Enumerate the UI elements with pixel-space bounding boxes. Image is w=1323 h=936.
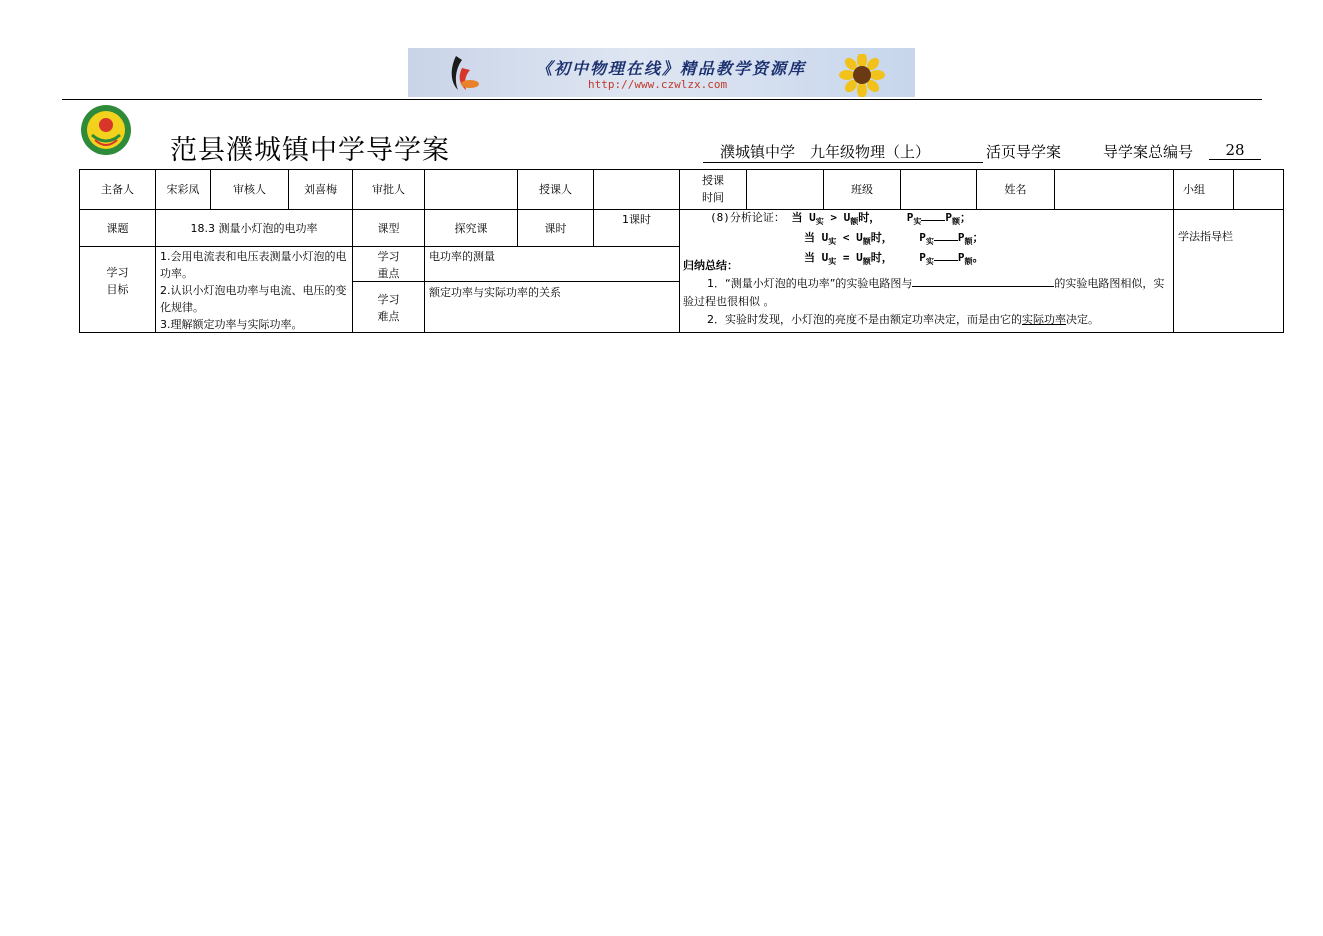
key-point-value: 电功率的测量 (429, 250, 495, 263)
sunflower-icon (832, 54, 892, 97)
period-label: 课时 (544, 222, 567, 235)
goals-list (160, 248, 350, 333)
summary-section (683, 257, 1171, 329)
analysis-p: P (945, 211, 952, 224)
summary-answer: 实际功率 (1022, 313, 1066, 326)
summary-item-1 (683, 275, 1171, 311)
preparer-label: 主备人 (101, 183, 134, 196)
analysis-sub: 实 (815, 217, 824, 227)
table-border (79, 169, 1284, 170)
key-point-label-line2: 重点 (377, 267, 400, 280)
course-header (703, 141, 1261, 161)
analysis-p: P (957, 251, 965, 265)
class-time-label-line1: 授课 (702, 174, 724, 187)
preparer-value: 宋彩凤 (166, 183, 200, 196)
reviewer-label: 审核人 (233, 183, 266, 196)
analysis-u: U (856, 231, 863, 245)
serial-label: 导学案总编号 (1103, 143, 1194, 161)
banner-title: 《初中物理在线》精品教学资源库 (536, 59, 807, 78)
difficult-point-value: 额定功率与实际功率的关系 (429, 286, 561, 299)
analysis-operator: = (842, 251, 850, 265)
school-emblem-icon (80, 103, 132, 157)
analysis-operator: < (842, 231, 850, 245)
analysis-time-word: 时， (870, 251, 893, 265)
table-border (1233, 169, 1234, 209)
analysis-sub: 实 (828, 257, 837, 267)
analysis-sub: 实 (913, 217, 922, 227)
banner-url: http://www.czwlzx.com (588, 78, 728, 91)
summary-title: 归纳总结： (683, 259, 738, 272)
key-point-label (353, 248, 424, 282)
analysis-when: 当 (804, 251, 815, 265)
analysis-end: ； (972, 231, 984, 245)
table-border (1283, 169, 1284, 333)
topic-label: 课题 (106, 222, 129, 235)
student-name-label: 姓名 (1004, 183, 1027, 196)
difficult-point-label (353, 291, 424, 325)
analysis-sub: 额 (862, 237, 871, 247)
table-border (1054, 169, 1055, 209)
analysis-sub: 实 (925, 257, 934, 267)
analysis-sub: 额 (862, 257, 871, 267)
summary-item-2 (683, 311, 1171, 329)
difficult-point-label-line2: 难点 (377, 310, 400, 323)
class-time-label (680, 172, 746, 206)
analysis-time-word: 时， (870, 231, 893, 245)
analysis-u: U (821, 231, 829, 245)
analysis-p: P (906, 211, 914, 224)
analysis-row (710, 230, 1040, 250)
summary-text: 的实验电路图相似，实验过程也很相似 。 (683, 277, 1165, 308)
banner-logo-icon (446, 54, 480, 92)
page-type: 活页导学案 (986, 143, 1062, 161)
period-value: 1课时 (622, 213, 651, 226)
analysis-u: U (821, 251, 829, 265)
analysis-sub: 额 (850, 217, 859, 227)
analysis-p: P (919, 231, 926, 245)
table-border (593, 169, 594, 246)
header-rule (62, 99, 1262, 100)
summary-text: 决定。 (1066, 313, 1099, 326)
goal-item: 2.认识小灯泡电功率与电流、电压的变化规律。 (160, 284, 347, 314)
difficult-point-label-line1: 学习 (377, 293, 400, 306)
header-banner (408, 48, 915, 97)
analysis-end: ； (960, 211, 971, 224)
analysis-time-word: 时， (858, 211, 881, 224)
analysis-sub: 额 (964, 237, 973, 247)
analysis-sub: 实 (828, 237, 837, 247)
goals-label-line2: 目标 (106, 283, 129, 296)
analysis-u: U (856, 251, 863, 265)
topic-value: 18.3 测量小灯泡的电功率 (190, 222, 318, 235)
lesson-type-label: 课型 (377, 222, 400, 235)
class-label: 班级 (851, 183, 873, 196)
analysis-sub: 额 (952, 217, 960, 227)
summary-text: 2．实验时发现，小灯泡的亮度不是由额定功率决定，而是由它的 (707, 313, 1022, 326)
analysis-p: P (919, 251, 926, 265)
analysis-row (710, 210, 1040, 230)
goal-item: 3.理解额定功率与实际功率。 (160, 318, 303, 331)
teacher-label: 授课人 (539, 183, 572, 196)
school-course: 濮城镇中学 九年级物理（上） (703, 141, 983, 163)
analysis-sub: 额 (964, 257, 973, 267)
goals-label-line1: 学习 (106, 266, 129, 279)
goal-item: 1.会用电流表和电压表测量小灯泡的电功率。 (160, 250, 347, 280)
reviewer-value: 刘喜梅 (304, 183, 337, 196)
study-guide-label: 学法指导栏 (1178, 230, 1233, 243)
answer-blank[interactable] (934, 232, 958, 241)
goals-label (80, 264, 155, 298)
key-point-label-line1: 学习 (377, 250, 400, 263)
table-border (746, 169, 747, 209)
analysis-sub: 实 (925, 237, 934, 247)
table-border (79, 246, 679, 247)
analysis-u: U (843, 211, 851, 224)
lesson-type-value: 探究课 (454, 222, 488, 235)
table-border (900, 169, 901, 209)
page-title: 范县濮城镇中学导学案 (170, 135, 450, 166)
analysis-when: 当 (791, 211, 803, 224)
summary-text: 1．“测量小灯泡的电功率”的实验电路图与 (707, 277, 913, 290)
analysis-heading: (8)分析论证： (710, 211, 785, 224)
table-border (424, 169, 425, 333)
analysis-when: 当 (804, 231, 815, 245)
serial-number: 28 (1209, 141, 1261, 160)
group-label: 小组 (1183, 183, 1205, 196)
analysis-end: 。 (972, 251, 984, 265)
analysis-u: U (809, 211, 816, 224)
table-border (79, 209, 1284, 210)
analysis-p: P (957, 231, 965, 245)
class-time-label-line2: 时间 (702, 191, 724, 204)
approver-label: 审批人 (372, 183, 405, 196)
answer-blank[interactable] (921, 212, 945, 221)
answer-blank[interactable] (912, 276, 1054, 287)
analysis-operator: > (830, 211, 837, 224)
